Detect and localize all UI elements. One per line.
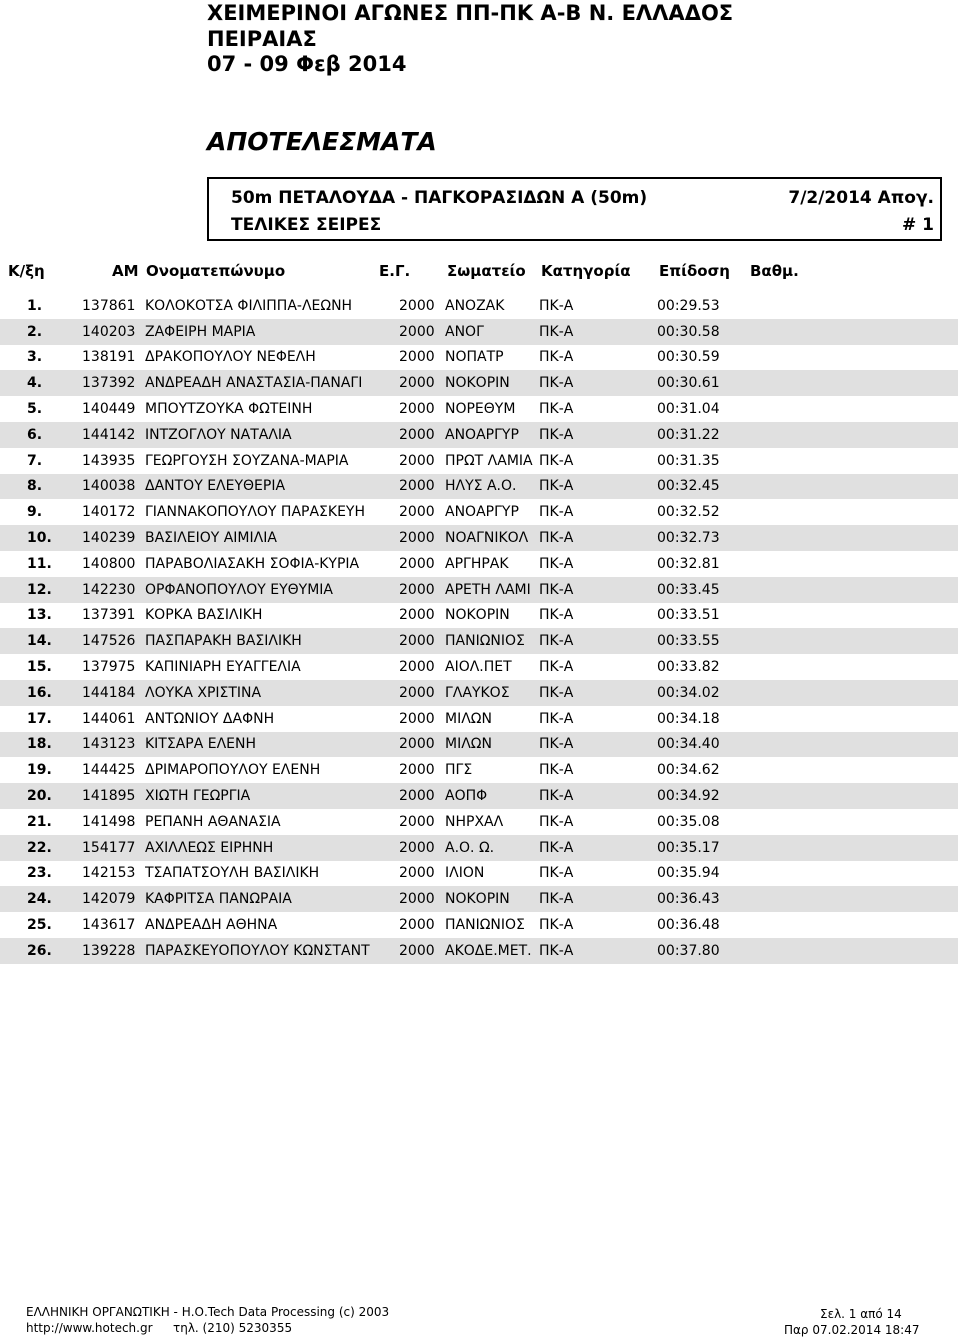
- table-row: [0, 809, 958, 835]
- footer-printed: Παρ 07.02.2014 18:47: [784, 1323, 920, 1337]
- cell-am: 142079: [82, 886, 145, 912]
- cell-am: 154177: [82, 835, 145, 861]
- cell-club: ΝΟΚΟΡΙΝ: [445, 607, 510, 624]
- cell-cat: ΠΚ-Α: [539, 762, 574, 779]
- cell-name: ΠΑΡΑΒΟΛΙΑΣΑΚΗ ΣΟΦΙΑ-ΚΥΡΙΑ: [145, 555, 360, 572]
- col-header-points: Βαθμ.: [750, 262, 799, 280]
- cell-name: ΔΡΙΜΑΡΟΠΟΥΛΟΥ ΕΛΕΝΗ: [145, 762, 321, 779]
- cell-rank: 4.: [0, 370, 82, 396]
- cell-rank: 1.: [27, 297, 43, 314]
- cell-rank: 8.: [0, 474, 82, 500]
- cell-name: ΛΟΥΚΑ ΧΡΙΣΤΙΝΑ: [145, 680, 399, 706]
- cell-am: 143935: [82, 452, 136, 469]
- cell-year: 2000: [399, 680, 445, 706]
- cell-cat: ΠΚ-Α: [539, 297, 574, 314]
- results-body: [0, 293, 958, 964]
- cell-time: 00:36.48: [657, 917, 720, 934]
- cell-name: ΖΑΦΕΙΡΗ ΜΑΡΙΑ: [145, 319, 399, 345]
- cell-year: 2000: [399, 370, 445, 396]
- cell-club: ΑΚΟΔΕ.ΜΕΤ.: [445, 938, 539, 964]
- cell-club: ΝΟΚΟΡΙΝ: [445, 370, 539, 396]
- cell-cat: ΠΚ-Α: [539, 732, 657, 758]
- cell-year: 2000: [399, 886, 445, 912]
- cell-rank: 10.: [0, 525, 82, 551]
- cell-am: 139228: [82, 938, 145, 964]
- cell-rank: 20.: [0, 783, 82, 809]
- cell-year: 2000: [399, 422, 445, 448]
- cell-rank: 24.: [0, 886, 82, 912]
- cell-year: 2000: [399, 452, 435, 469]
- cell-time: 00:34.40: [657, 732, 958, 758]
- table-row: [0, 525, 958, 551]
- cell-year: 2000: [399, 710, 435, 727]
- event-date: 7/2/2014 Απογ.: [788, 188, 934, 208]
- cell-time: 00:35.17: [657, 835, 958, 861]
- cell-am: 140800: [82, 555, 136, 572]
- cell-cat: ΠΚ-Α: [539, 938, 657, 964]
- cell-year: 2000: [399, 555, 435, 572]
- table-row: [0, 628, 958, 654]
- cell-time: 00:32.45: [657, 474, 958, 500]
- cell-time: 00:29.53: [657, 297, 720, 314]
- cell-rank: 5.: [27, 401, 43, 418]
- cell-am: 144142: [82, 422, 145, 448]
- cell-cat: ΠΚ-Α: [539, 319, 657, 345]
- event-name: 50m ΠΕΤΑΛΟΥΔΑ - ΠΑΓΚΟΡΑΣΙΔΩΝ Α (50m): [231, 188, 648, 208]
- cell-club: ΝΟΠΑΤΡ: [445, 349, 504, 366]
- cell-am: 140203: [82, 319, 145, 345]
- cell-rank: 22.: [0, 835, 82, 861]
- cell-club: ΑΙΟΛ.ΠΕΤ: [445, 659, 512, 676]
- cell-am: 140449: [82, 401, 136, 418]
- cell-year: 2000: [399, 297, 435, 314]
- cell-club: ΑΡΓΗΡΑΚ: [445, 555, 509, 572]
- cell-cat: ΠΚ-Α: [539, 474, 657, 500]
- cell-name: ΡΕΠΑΝΗ ΑΘΑΝΑΣΙΑ: [145, 813, 281, 830]
- cell-rank: 6.: [0, 422, 82, 448]
- cell-time: 00:36.43: [657, 886, 958, 912]
- cell-cat: ΠΚ-Α: [539, 835, 657, 861]
- footer-page: Σελ. 1 από 14: [820, 1307, 902, 1321]
- cell-name: ΜΠΟΥΤΖΟΥΚΑ ΦΩΤΕΙΝΗ: [145, 401, 313, 418]
- cell-am: 144184: [82, 680, 145, 706]
- cell-rank: 18.: [0, 732, 82, 758]
- table-row: [0, 370, 958, 396]
- table-row: [0, 603, 958, 629]
- results-title: ΑΠΟΤΕΛΕΣΜΑΤΑ: [207, 127, 437, 156]
- cell-time: 00:34.92: [657, 783, 958, 809]
- cell-am: 140038: [82, 474, 145, 500]
- cell-cat: ΠΚ-Α: [539, 349, 574, 366]
- cell-am: 142230: [82, 577, 145, 603]
- cell-cat: ΠΚ-Α: [539, 577, 657, 603]
- table-row: [0, 835, 958, 861]
- cell-cat: ΠΚ-Α: [539, 525, 657, 551]
- cell-am: 138191: [82, 349, 136, 366]
- cell-cat: ΠΚ-Α: [539, 452, 574, 469]
- cell-club: ΑΝΟΖΑΚ: [445, 297, 505, 314]
- cell-name: ΒΑΣΙΛΕΙΟΥ ΑΙΜΙΛΙΑ: [145, 525, 399, 551]
- cell-name: ΧΙΩΤΗ ΓΕΩΡΓΙΑ: [145, 783, 399, 809]
- cell-club: ΑΡΕΤΗ ΛΑΜΙ: [445, 577, 539, 603]
- cell-time: 00:33.51: [657, 607, 720, 624]
- cell-name: ΓΙΑΝΝΑΚΟΠΟΥΛΟΥ ΠΑΡΑΣΚΕΥΗ: [145, 504, 366, 521]
- cell-rank: 12.: [0, 577, 82, 603]
- table-row: [0, 732, 958, 758]
- table-row: [0, 757, 958, 783]
- cell-cat: ΠΚ-Α: [539, 886, 657, 912]
- cell-year: 2000: [399, 917, 435, 934]
- cell-name: ΓΕΩΡΓΟΥΣΗ ΣΟΥΖΑΝΑ-ΜΑΡΙΑ: [145, 452, 349, 469]
- cell-year: 2000: [399, 865, 435, 882]
- cell-name: ΠΑΣΠΑΡΑΚΗ ΒΑΣΙΛΙΚΗ: [145, 628, 399, 654]
- cell-name: ΟΡΦΑΝΟΠΟΥΛΟΥ ΕΥΘΥΜΙΑ: [145, 577, 399, 603]
- cell-cat: ΠΚ-Α: [539, 813, 574, 830]
- table-row: [0, 938, 958, 964]
- cell-am: 141498: [82, 813, 136, 830]
- meet-title: ΧΕΙΜΕΡΙΝΟΙ ΑΓΩΝΕΣ ΠΠ-ΠΚ Α-Β Ν. ΕΛΛΑΔΟΣ: [207, 1, 734, 25]
- cell-name: ΚΟΛΟΚΟΤΣΑ ΦΙΛΙΠΠΑ-ΛΕΩΝΗ: [145, 297, 353, 314]
- event-subtitle: ΤΕΛΙΚΕΣ ΣΕΙΡΕΣ: [231, 215, 382, 235]
- cell-time: 00:31.04: [657, 401, 720, 418]
- cell-year: 2000: [399, 319, 445, 345]
- cell-club: ΠΑΝΙΩΝΙΟΣ: [445, 628, 539, 654]
- cell-rank: 3.: [27, 349, 43, 366]
- cell-time: 00:30.59: [657, 349, 720, 366]
- cell-year: 2000: [399, 504, 435, 521]
- footer-phone: τηλ. (210) 5230355: [173, 1321, 293, 1335]
- cell-year: 2000: [399, 783, 445, 809]
- cell-time: 00:32.52: [657, 504, 720, 521]
- cell-year: 2000: [399, 732, 445, 758]
- table-row: [0, 886, 958, 912]
- cell-name: ΚΑΦΡΙΤΣΑ ΠΑΝΩΡΑΙΑ: [145, 886, 399, 912]
- cell-cat: ΠΚ-Α: [539, 504, 574, 521]
- cell-name: ΔΡΑΚΟΠΟΥΛΟΥ ΝΕΦΕΛΗ: [145, 349, 316, 366]
- cell-year: 2000: [399, 607, 435, 624]
- cell-rank: 15.: [27, 659, 52, 676]
- cell-time: 00:33.45: [657, 577, 958, 603]
- cell-club: ΗΛΥΣ Α.Ο.: [445, 474, 539, 500]
- cell-name: ΙΝΤΖΟΓΛΟΥ ΝΑΤΑΛΙΑ: [145, 422, 399, 448]
- cell-rank: 23.: [27, 865, 52, 882]
- cell-club: ΠΓΣ: [445, 762, 473, 779]
- cell-time: 00:34.62: [657, 762, 720, 779]
- table-row: [0, 783, 958, 809]
- table-row: [0, 293, 958, 319]
- cell-am: 140239: [82, 525, 145, 551]
- cell-am: 137392: [82, 370, 145, 396]
- table-row: [0, 422, 958, 448]
- meet-location: ΠΕΙΡΑΙΑΣ: [207, 27, 317, 51]
- table-row: [0, 319, 958, 345]
- cell-time: 00:35.94: [657, 865, 720, 882]
- cell-time: 00:35.08: [657, 813, 720, 830]
- cell-name: ΑΝΔΡΕΑΔΗ ΑΘΗΝΑ: [145, 917, 278, 934]
- table-row: [0, 474, 958, 500]
- cell-cat: ΠΚ-Α: [539, 555, 574, 572]
- cell-year: 2000: [399, 349, 435, 366]
- col-header-time: Επίδοση: [659, 262, 730, 280]
- cell-cat: ΠΚ-Α: [539, 680, 657, 706]
- table-row: [0, 551, 958, 577]
- cell-time: 00:34.02: [657, 680, 958, 706]
- cell-club: ΝΟΑΓΝΙΚΟΛ: [445, 525, 539, 551]
- table-row: [0, 448, 958, 474]
- cell-cat: ΠΚ-Α: [539, 628, 657, 654]
- cell-club: ΙΛΙΟΝ: [445, 865, 485, 882]
- cell-club: ΜΙΛΩΝ: [445, 732, 539, 758]
- cell-club: ΓΛΑΥΚΟΣ: [445, 680, 539, 706]
- cell-am: 141895: [82, 783, 145, 809]
- event-box: [207, 177, 942, 241]
- table-row: [0, 654, 958, 680]
- cell-year: 2000: [399, 659, 435, 676]
- cell-am: 137391: [82, 607, 136, 624]
- cell-cat: ΠΚ-Α: [539, 917, 574, 934]
- cell-rank: 11.: [27, 555, 52, 572]
- cell-cat: ΠΚ-Α: [539, 401, 574, 418]
- cell-rank: 25.: [27, 917, 52, 934]
- cell-cat: ΠΚ-Α: [539, 659, 574, 676]
- meet-dates: 07 - 09 Φεβ 2014: [207, 52, 407, 76]
- cell-club: ΠΡΩΤ ΛΑΜΙΑ: [445, 452, 533, 469]
- cell-club: ΑΝΟΑΡΓΥΡ: [445, 504, 519, 521]
- cell-am: 144425: [82, 762, 136, 779]
- cell-rank: 7.: [27, 452, 43, 469]
- cell-am: 137861: [82, 297, 136, 314]
- table-row: [0, 680, 958, 706]
- col-header-club: Σωματείο: [447, 262, 526, 280]
- cell-am: 140172: [82, 504, 136, 521]
- cell-name: ΚΟΡΚΑ ΒΑΣΙΛΙΚΗ: [145, 607, 263, 624]
- cell-year: 2000: [399, 577, 445, 603]
- col-header-category: Κατηγορία: [541, 262, 631, 280]
- table-row: [0, 345, 958, 371]
- cell-cat: ΠΚ-Α: [539, 865, 574, 882]
- footer-credit: ΕΛΛΗΝΙΚΗ ΟΡΓΑΝΩΤΙΚΗ - Η.Ο.Tech Data Processing (c) 2003: [26, 1305, 390, 1319]
- cell-club: ΝΟΡΕΘΥΜ: [445, 401, 516, 418]
- col-header-year: Ε.Γ.: [379, 262, 411, 280]
- cell-club: ΝΗΡΧΑΛ: [445, 813, 504, 830]
- event-number: # 1: [902, 215, 934, 235]
- cell-cat: ΠΚ-Α: [539, 783, 657, 809]
- cell-year: 2000: [399, 835, 445, 861]
- cell-rank: 9.: [27, 504, 43, 521]
- cell-time: 00:30.58: [657, 319, 958, 345]
- cell-name: ΠΑΡΑΣΚΕΥΟΠΟΥΛΟΥ ΚΩΝΣΤΑΝΤ: [145, 938, 399, 964]
- cell-club: ΑΝΟΓ: [445, 319, 539, 345]
- cell-cat: ΠΚ-Α: [539, 370, 657, 396]
- cell-am: 147526: [82, 628, 145, 654]
- table-row: [0, 577, 958, 603]
- cell-name: ΚΙΤΣΑΡΑ ΕΛΕΝΗ: [145, 732, 399, 758]
- cell-rank: 14.: [0, 628, 82, 654]
- cell-year: 2000: [399, 628, 445, 654]
- cell-year: 2000: [399, 813, 435, 830]
- cell-rank: 19.: [27, 762, 52, 779]
- cell-club: Α.Ο. Ω.: [445, 835, 539, 861]
- cell-time: 00:34.18: [657, 710, 720, 727]
- cell-rank: 13.: [27, 607, 52, 624]
- cell-rank: 17.: [27, 710, 52, 727]
- cell-time: 00:30.61: [657, 370, 958, 396]
- col-header-rank: Κ/ξη: [8, 262, 45, 280]
- cell-time: 00:31.35: [657, 452, 720, 469]
- cell-year: 2000: [399, 474, 445, 500]
- cell-club: ΠΑΝΙΩΝΙΟΣ: [445, 917, 525, 934]
- cell-am: 137975: [82, 659, 136, 676]
- col-header-am: ΑΜ: [112, 262, 139, 280]
- cell-name: ΤΣΑΠΑΤΣΟΥΛΗ ΒΑΣΙΛΙΚΗ: [145, 865, 320, 882]
- cell-am: 144061: [82, 710, 136, 727]
- cell-rank: 21.: [27, 813, 52, 830]
- cell-name: ΔΑΝΤΟΥ ΕΛΕΥΘΕΡΙΑ: [145, 474, 399, 500]
- cell-rank: 26.: [0, 938, 82, 964]
- cell-name: ΑΝΤΩΝΙΟΥ ΔΑΦΝΗ: [145, 710, 275, 727]
- cell-time: 00:37.80: [657, 938, 958, 964]
- cell-time: 00:32.73: [657, 525, 958, 551]
- cell-name: ΑΧΙΛΛΕΩΣ ΕΙΡΗΝΗ: [145, 835, 399, 861]
- col-header-name: Ονοματεπώνυμο: [146, 262, 286, 280]
- cell-cat: ΠΚ-Α: [539, 710, 574, 727]
- cell-am: 142153: [82, 865, 136, 882]
- cell-name: ΚΑΠΙΝΙΑΡΗ ΕΥΑΓΓΕΛΙΑ: [145, 659, 301, 676]
- cell-club: ΑΝΟΑΡΓΥΡ: [445, 422, 539, 448]
- cell-time: 00:33.82: [657, 659, 720, 676]
- cell-time: 00:31.22: [657, 422, 958, 448]
- cell-name: ΑΝΔΡΕΑΔΗ ΑΝΑΣΤΑΣΙΑ-ΠΑΝΑΓΙ: [145, 370, 399, 396]
- table-row: [0, 706, 958, 732]
- cell-time: 00:33.55: [657, 628, 958, 654]
- cell-rank: 16.: [0, 680, 82, 706]
- cell-year: 2000: [399, 401, 435, 418]
- footer-website: http://www.hotech.gr: [26, 1321, 153, 1335]
- cell-rank: 2.: [0, 319, 82, 345]
- table-row: [0, 912, 958, 938]
- cell-cat: ΠΚ-Α: [539, 607, 574, 624]
- cell-year: 2000: [399, 938, 445, 964]
- cell-year: 2000: [399, 762, 435, 779]
- cell-time: 00:32.81: [657, 555, 720, 572]
- cell-cat: ΠΚ-Α: [539, 422, 657, 448]
- table-row: [0, 396, 958, 422]
- cell-am: 143123: [82, 732, 145, 758]
- table-row: [0, 499, 958, 525]
- cell-year: 2000: [399, 525, 445, 551]
- cell-club: ΜΙΛΩΝ: [445, 710, 492, 727]
- table-row: [0, 861, 958, 887]
- cell-am: 143617: [82, 917, 136, 934]
- cell-club: ΑΟΠΦ: [445, 783, 539, 809]
- cell-club: ΝΟΚΟΡΙΝ: [445, 886, 539, 912]
- results-table: [0, 293, 958, 964]
